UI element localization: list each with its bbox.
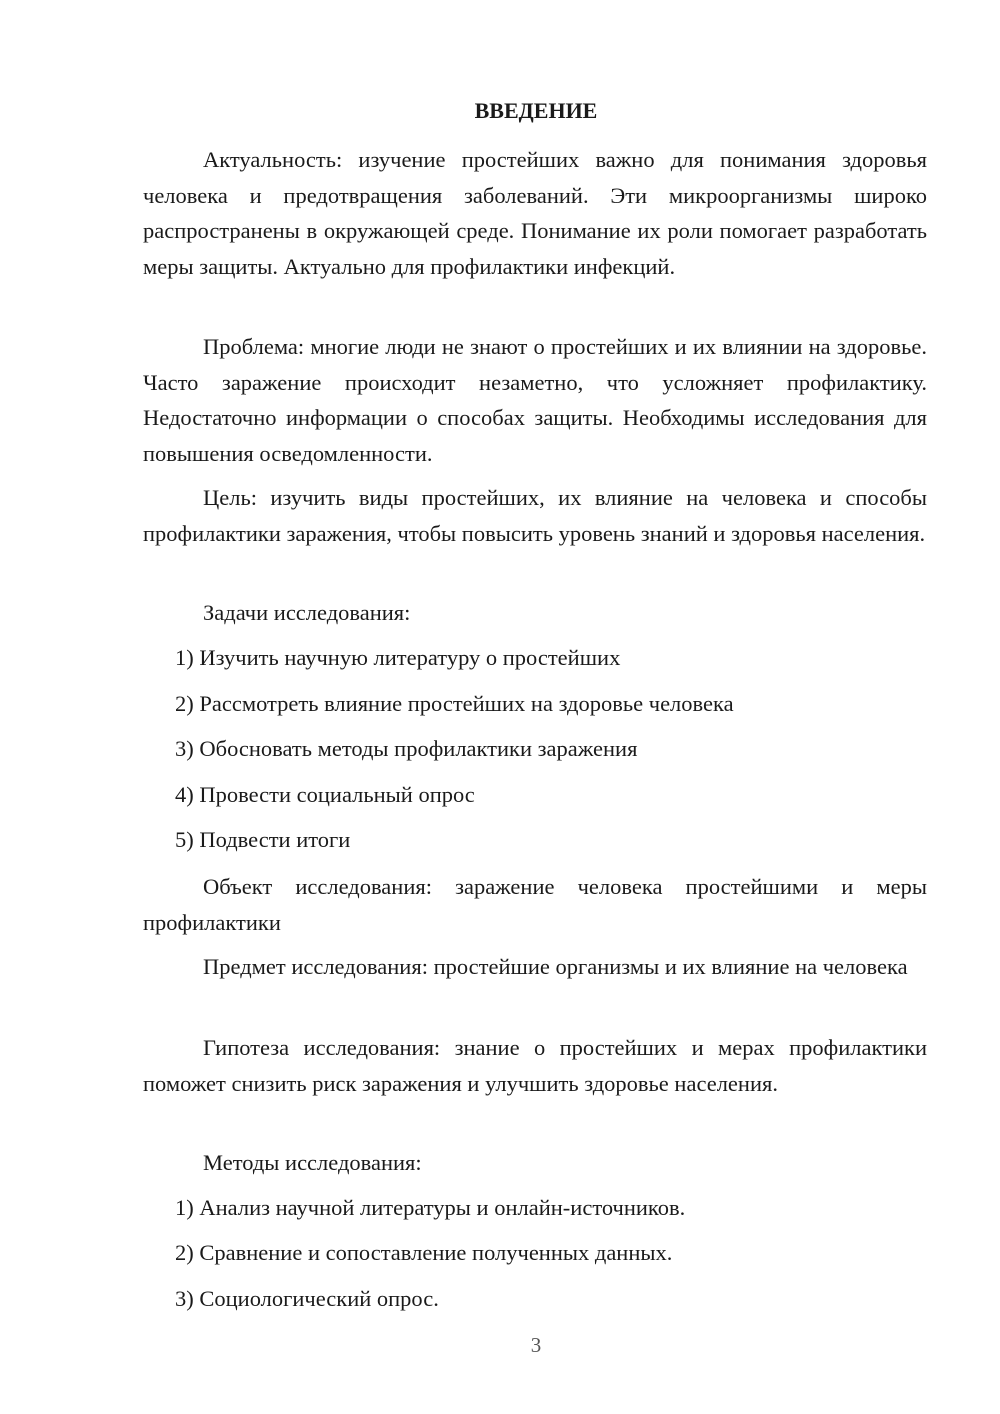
page-title: ВВЕДЕНИЕ — [474, 98, 598, 123]
list-item: 5) Подвести итоги — [175, 827, 351, 852]
list-item: 3) Социологический опрос. — [175, 1286, 439, 1311]
problem-paragraph: Проблема: многие люди не знают о простейших и их влиянии на здоровье. Часто заражение происходит незаметно, что усложняет профилактику. Недостаточно информации о способах защиты. Необходимы исследования для повышения осведомленности. — [143, 334, 927, 466]
list-item: 1) Анализ научной литературы и онлайн-источников. — [175, 1195, 686, 1220]
list-item: 2) Рассмотреть влияние простейших на здоровье человека — [175, 691, 734, 716]
list-item: 1) Изучить научную литературу о простейших — [175, 645, 621, 670]
object-paragraph: Объект исследования: заражение человека простейшими и меры профилактики — [143, 874, 927, 935]
list-item: 4) Провести социальный опрос — [175, 782, 475, 807]
subject-paragraph: Предмет исследования: простейшие организмы и их влияние на человека — [203, 954, 908, 979]
methods-heading: Методы исследования: — [203, 1150, 422, 1175]
list-item: 3) Обосновать методы профилактики заражения — [175, 736, 638, 761]
tasks-heading: Задачи исследования: — [203, 600, 411, 625]
list-item: 2) Сравнение и сопоставление полученных данных. — [175, 1240, 673, 1265]
relevance-paragraph: Актуальность: изучение простейших важно для понимания здоровья человека и предотвращения заболеваний. Эти микроорганизмы широко распространены в окружающей среде. Понимание их роли помогает разработать меры защиты. Актуально для профилактики инфекций. — [143, 147, 927, 279]
page-number: 3 — [530, 1333, 542, 1357]
hypothesis-paragraph: Гипотеза исследования: знание о простейших и мерах профилактики поможет снизить риск заражения и улучшить здоровье населения. — [143, 1035, 927, 1096]
goal-paragraph: Цель: изучить виды простейших, их влияние на человека и способы профилактики заражения, чтобы повысить уровень знаний и здоровья населения. — [143, 485, 927, 546]
